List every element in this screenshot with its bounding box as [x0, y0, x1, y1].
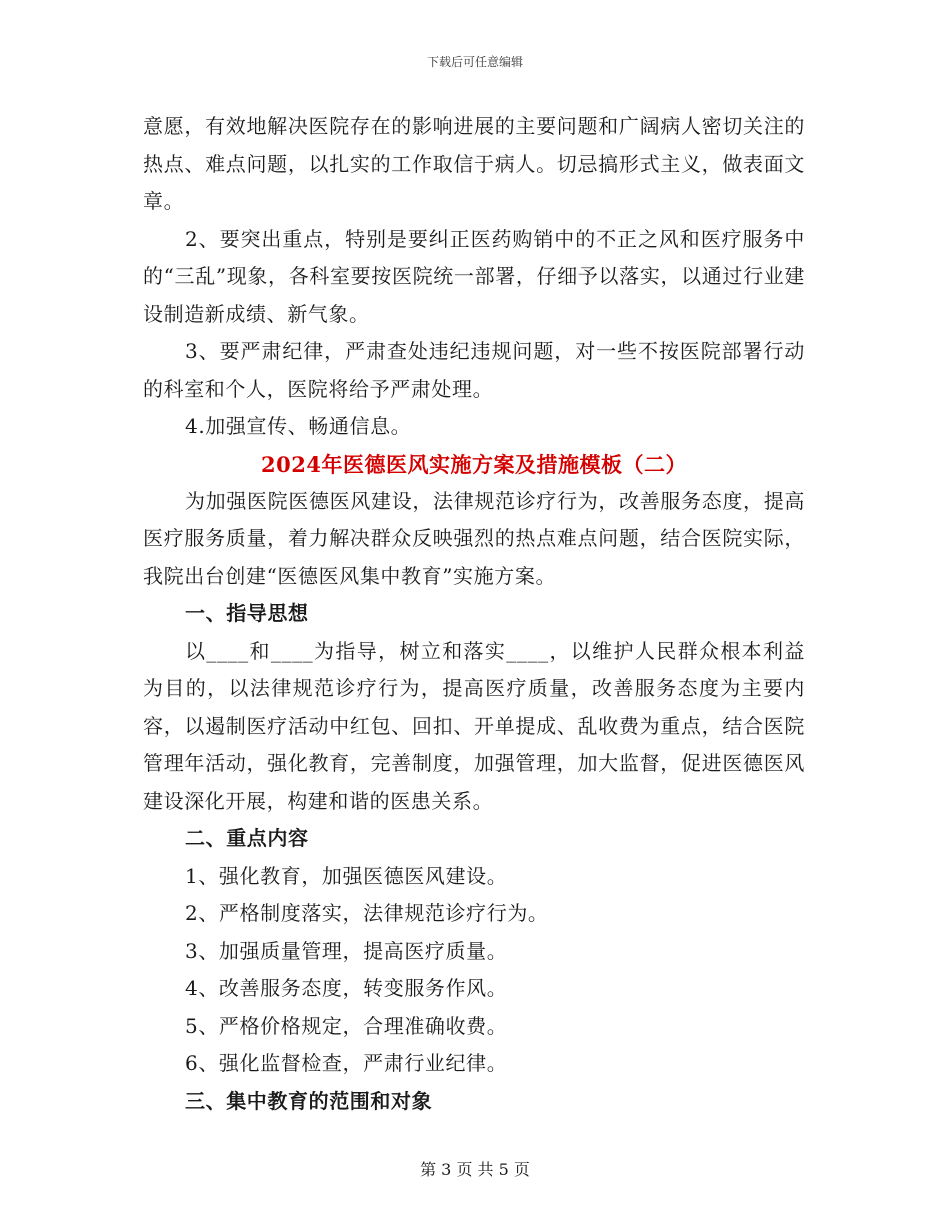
intro-paragraph: 为加强医院医德医风建设，法律规范诊疗行为，改善服务态度，提高医疗服务质量，着力解决群众反映强烈的热点难点问题，结合医院实际，我院出台创建“医德医风集中教育”实施方案。 [143, 488, 805, 588]
key-content-item-4: 4、改善服务态度，转变服务作风。 [185, 976, 508, 1000]
key-content-item-1: 1、强化教育，加强医德医风建设。 [185, 863, 508, 888]
paragraph-continuation: 意愿，有效地解决医院存在的影响进展的主要问题和广阔病人密切关注的热点、难点问题，以扎实的工作取信于病人。切忌搞形式主义，做表面文章。 [143, 114, 805, 213]
key-content-item-2: 2、严格制度落实，法律规范诊疗行为。 [185, 901, 549, 925]
paragraph-item-3: 3、要严肃纪律，严肃查处违纪违规问题，对一些不按医院部署行动的科室和个人，医院将给予严肃处理。 [143, 339, 805, 401]
key-content-item-3: 3、加强质量管理，提高医疗质量。 [185, 938, 508, 963]
heading-key-content: 二、重点内容 [185, 826, 309, 850]
guiding-ideology-paragraph: 以____和____为指导，树立和落实____，以维护人民群众根本利益为目的，以法律规范诊疗行为，提高医疗质量，改善服务态度为主要内容，以遏制医疗活动中红包、回扣、开单提成、乱收费为重点，结合医院管理年活动，强化教育，完善制度，加强管理，加大监督，促进医德医风建设深化开展，构建和谐的医患关系。 [143, 638, 805, 813]
paragraph-item-2: 2、要突出重点，特别是要纠正医药购销中的不正之风和医疗服务中的“三乱”现象，各科室要按医院统一部署，仔细予以落实，以通过行业建设制造新成绩、新气象。 [143, 226, 805, 326]
heading-scope-and-targets: 三、集中教育的范围和对象 [185, 1088, 433, 1113]
page-header: 下载后可任意编辑 [426, 55, 523, 69]
page-footer: 第 3 页 共 5 页 [420, 1160, 530, 1179]
paragraph-item-4: 4.加强宣传、畅通信息。 [185, 414, 412, 438]
heading-guiding-ideology: 一、指导思想 [185, 601, 309, 625]
document-body [143, 108, 805, 1120]
key-content-item-6: 6、强化监督检查，严肃行业纪律。 [185, 1051, 508, 1075]
key-content-item-5: 5、严格价格规定，合理准确收费。 [185, 1013, 508, 1038]
section-title: 2024年医德医风实施方案及措施模板（二） [261, 451, 687, 477]
